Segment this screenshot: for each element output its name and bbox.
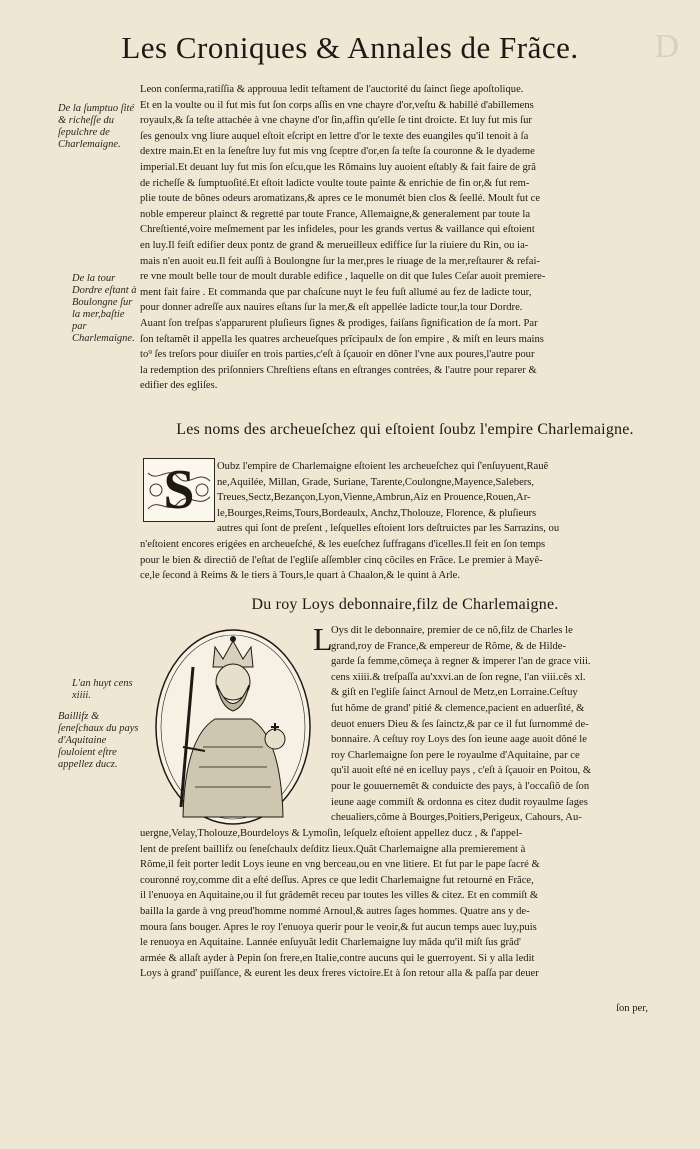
catchword: ſon per,: [616, 1003, 648, 1014]
text-line: la redemption des priſonniers Chreſtiens eſtans en eſtranges contrées, & l'autre pour reparer &: [140, 364, 537, 376]
text-line: Loys à grand' puiſſance, & eurent les deux freres victoire.Et à ſon retour alla & paſſa par deuer: [140, 968, 539, 980]
text-line: n'eſtoient encores erigées en archeueſché, & les eueſchez ſuffragans d'icelles.Il feit en ſon temps: [140, 539, 546, 550]
text-line: lent de preſent baillifz ou ſeneſchaulx deſditz lieux.Quãt Charlemaigne alla premierement à: [140, 843, 526, 855]
ornamental-drop-cap-s-icon: [143, 458, 215, 522]
text-line: Leon conſerma,ratiſſia & approuua ledit teſtament de l'auctorité du ſainct ſiege apoſtolique.: [140, 84, 524, 95]
text-line: Treues,Sectz,Bezançon,Lyon,Vienne,Ambrun,Aiz en Prouence,Rouen,Ar-: [217, 492, 531, 504]
text-line: deuot enuers Dieu & ſes ſainctz,& par ce il fut ſurnommé de-: [331, 718, 589, 730]
section1-body: [140, 82, 670, 394]
text-line: Chreſtienté,voire meſmement par les infideles, pour les grands vertus & vaillance qui eſtoient: [140, 224, 535, 236]
text-line: Rõme,il feit porter ledit Loys ieune en vng berceau,ou en vne litiere. Et fut par le pape ſacré &: [140, 859, 540, 871]
section-heading-archeueschez: Les noms des archeueſchez qui eſtoient ſoubz l'empire Charlemaigne.: [176, 421, 634, 438]
text-line: bonnaire. A ceſtuy roy Loys des ſon ieune aage auoit dõné le: [331, 734, 587, 746]
text-line: armée & allaſt ayder à Pepin ſon frere,en Italie,contre aucuns qui le guerroyent. Si y alla ledit: [140, 952, 535, 964]
text-line: imperial.Et deuant luy fut mis ſon eſcu,que les Rõmains luy auoient eſtably & fait faire de grã: [140, 161, 536, 173]
text-line: en luy.Il feiſt edifier deux pontz de grand & merueilleux ediffice ſur la riuiere du Rin, ou ia-: [140, 239, 529, 251]
text-line: couronné roy,comme dit a eſté deſſus. Apres ce que ledit Charlemaigne fut retourné en Frãce,: [140, 874, 534, 886]
section2-indented-body: [217, 459, 670, 537]
margin-note-tour-dordre: De la tour Dordre eſtant à Boulongne ſur la mer,baſtie par Charlemaigne.: [72, 273, 137, 344]
text-line: pour le bien & directiõ de l'eſtat de l'egliſe aſſembler cinq cõciles en Frãce. Le premier à Mayẽ-: [140, 554, 543, 566]
text-line: noble empereur plainct & regretté par toute France, Allemaigne,& generalement par toute la: [140, 208, 531, 220]
text-line: le,Bourges,Reims,Tours,Bordeaulx, Anchz,Tholouze, Florence, & pluſieurs: [217, 507, 537, 519]
text-line: ſon teſtamẽt il appella les quatres archeueſques prĩcipaulx de ſon empire , & miſt en leurs mains: [140, 333, 544, 345]
section-heading-loys: Du roy Loys debonnaire,filz de Charlemaigne.: [251, 596, 559, 613]
text-line: re vne moult belle tour de moult durable edifice , laquelle on dit que Iules Ceſar auoit premiere-: [140, 271, 546, 283]
text-line: le renuoya en Aquitaine. Lannée enſuyuãt ledit Charlemaigne luy mãda qu'il miſt ſus grãd': [140, 937, 521, 949]
text-line: de richeſſe & ſumptuoſité.Et eſtoit ladicte voulte toute painte & enrichie de fin or,& fut rem-: [140, 177, 530, 189]
text-line: ieune aage commiſt & ordonna es citez dudit royaulme ſages: [331, 796, 588, 808]
section2-body: [140, 537, 670, 584]
text-line: cens xiiii.& treſpaſſa au'xxvi.an de ſon regne, l'an viii.cẽs xl.: [331, 671, 586, 683]
text-line: royaulx,& ſa teſte attachée à vne chayne d'or ſin,affin qu'elle ſe tint droicte. Et luy fut mis ſur: [140, 115, 532, 127]
text-line: il l'enuoya en Aquitaine,ou il fut grãdemẽt receu par toutes les villes & citez. Et en commiſt &: [140, 890, 539, 902]
text-line: moura ſans bouger. Apres le roy l'enuoya querir pour le veoir,& fut aucun temps auec luy,puis: [140, 921, 537, 933]
section3-right-body: [331, 623, 670, 826]
text-line: edifier des egliſes.: [140, 380, 218, 392]
text-line: Oys dit le debonnaire, premier de ce nõ,filz de Charles le: [331, 625, 573, 636]
text-line: qu'il auoit eſté né en icelluy pays , c'eſt à ſçauoir en Poitou, &: [331, 765, 592, 777]
text-line: autres qui ſont de preſent , leſquelles eſtoient lors deſtruictes par les Sarrazins, ou: [217, 523, 560, 535]
text-line: fut hõme de grand' pitié & clemence,pacient en aduerſité, &: [331, 702, 585, 714]
text-line: plie toute de bõnes odeurs aromatizans,& apres ce le monumét bien clos & ſeellé. Moult fut ce: [140, 193, 541, 205]
page-title: Les Croniques & Annales de Frãce.: [121, 30, 579, 65]
text-line: pour donner adreſſe aux nauires eſtans ſur la mer,& eſt appellée ladicte tour,la tour Dordre.: [140, 302, 523, 314]
margin-note-year: L'an huyt cens xiiii.: [72, 678, 133, 701]
text-line: Et en la voulte ou il fut mis fut ſon corps aſſis en vne chayre d'or,veſtu & habillé d'abillemens: [140, 99, 534, 111]
text-line: ment fait faire . Et commanda que par chaſcune nuyt le feu fuſt allumé au fez de ladicte tour,: [140, 286, 532, 298]
drop-cap-letter: S: [163, 459, 195, 521]
king-portrait-woodcut-icon: [153, 627, 313, 827]
text-line: Auant ſon treſpas s'apparurent pluſieurs ſignes & prodiges, faiſans ſignification de ſa mort. Par: [140, 317, 538, 329]
text-line: uergne,Velay,Tholouze,Bourdeloys & Lymoſin, leſquelz eſtoient appellez ducz , & ſ'appel-: [140, 828, 523, 839]
text-line: ne,Aquilée, Millan, Grade, Suriane, Tarente,Coulongne,Mayence,Salebers,: [217, 476, 535, 488]
text-line: mais n'en auoit eu.Il feit auſſi à Boulongne ſur la mer,pres le riuage de la mer,reſtaurer & refai-: [140, 255, 540, 267]
text-line: pour le gouuernemẽt & conduicte des pays, à l'occaſiõ de ſon: [331, 780, 590, 792]
text-line: roy Charlemaigne ſon pere le royaulme d'Aquitaine, par ce: [331, 749, 580, 761]
text-line: grand,roy de France,& empereur de Rõme, & de Hilde-: [331, 640, 567, 652]
margin-note-sepulchre: De la ſumptuo ſité & richeſſe du ſepulchre de Charlemaigne.: [58, 103, 135, 150]
section3-body: [140, 826, 670, 982]
show-through-text: D: [654, 28, 680, 65]
text-line: Oubz l'empire de Charlemaigne eſtoient les archeueſchez qui ſ'enſuyuent,Rauẽ: [217, 461, 549, 472]
text-line: ſes genoulx vng liure auquel eſtoit eſcript en lettre d'or le texte des euangiles qu'il tenoit à ſa: [140, 130, 529, 142]
text-line: garde ſa femme,cõmeça à regner & imperer l'an de grace viii.: [331, 656, 591, 668]
text-line: dextre main.Et en la ſeneſtre luy fut mis vng ſceptre d'or,en ſa teſte ſa couronne & le dyademe: [140, 146, 535, 158]
text-line: & giſt en l'egliſe ſainct Arnoul de Metz,en Lorraine.Ceſtuy: [331, 687, 578, 699]
text-line: ce,le ſecond à Reims & le tiers à Tours,le quart à Chaalon,& le quint à Arle.: [140, 570, 461, 582]
drop-cap-letter-l: L: [313, 621, 333, 657]
text-line: bailla la garde à vng preud'homme nommé Arnoul,& autres ſages hommes. Quatre ans y de-: [140, 905, 530, 917]
text-line: to⁹ ſes treſors pour diuiſer en trois parties,c'eſt à ſçauoir en dõner l'vne aux poures,l'autre pour: [140, 349, 535, 361]
margin-note-baillifz: Baillifz & ſeneſchaux du pays d'Aquitaine ſouloient eſtre appellez ducz.: [58, 711, 139, 770]
text-line: cheualiers,cõme à Bourges,Poitiers,Perigeux, Cahours, Au-: [331, 812, 582, 824]
